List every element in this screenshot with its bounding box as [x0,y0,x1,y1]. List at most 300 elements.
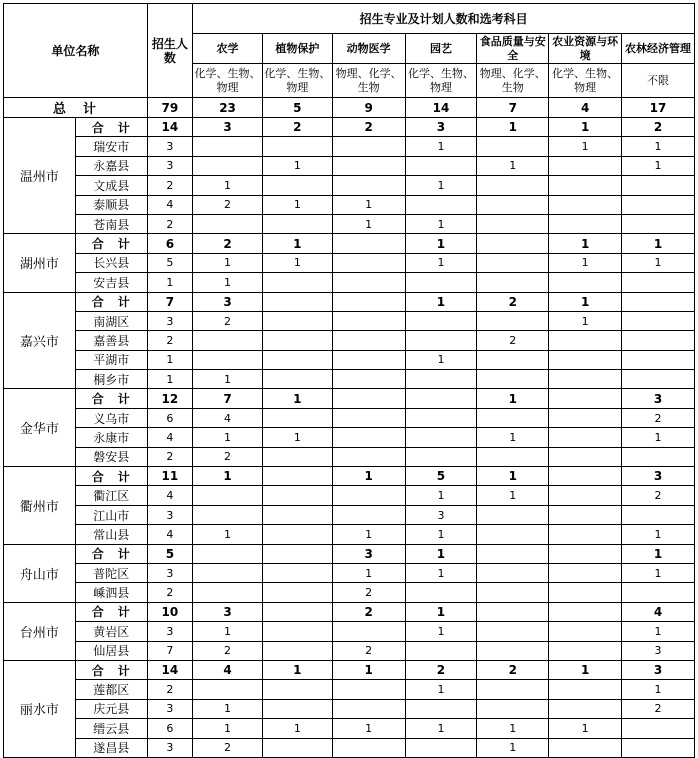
subtotal-label: 合 计 [75,389,147,408]
city-name: 湖州市 [4,234,76,292]
count-cell: 1 [405,176,477,195]
count-cell [549,156,622,175]
count-cell: 1 [193,273,263,292]
subtotal-cell: 5 [405,467,477,486]
county-name: 平湖市 [75,350,147,369]
count-cell [405,195,477,214]
count-cell: 2 [193,195,263,214]
county-row [4,137,695,156]
count-cell: 1 [193,719,263,738]
subtotal-label: 合 计 [75,544,147,563]
county-name: 安吉县 [75,273,147,292]
city-name: 嘉兴市 [4,292,76,389]
count-cell: 4 [147,525,193,544]
count-cell: 1 [549,719,622,738]
count-cell: 3 [147,622,193,641]
count-cell: 6 [147,719,193,738]
county-name: 衢江区 [75,486,147,505]
count-cell: 2 [622,699,695,718]
count-cell: 1 [262,719,332,738]
count-cell [622,447,695,466]
county-row [4,699,695,718]
count-cell: 3 [147,156,193,175]
subtotal-cell: 4 [193,660,263,679]
subtotal-label: 合 计 [75,118,147,137]
count-cell: 1 [193,525,263,544]
county-row [4,447,695,466]
count-cell [549,176,622,195]
county-name: 江山市 [75,505,147,524]
count-cell [262,738,332,757]
count-cell [405,408,477,427]
county-name: 莲都区 [75,680,147,699]
count-cell [477,699,549,718]
count-cell [332,699,405,718]
county-row [4,505,695,524]
count-cell [477,622,549,641]
count-cell [193,583,263,602]
subtotal-cell: 1 [549,118,622,137]
subtotal-cell: 5 [147,544,193,563]
count-cell: 2 [147,176,193,195]
county-row [4,176,695,195]
count-cell [262,680,332,699]
count-cell [405,273,477,292]
count-cell [477,563,549,582]
county-name: 嵊泗县 [75,583,147,602]
count-cell [405,311,477,330]
count-cell [477,505,549,524]
major-subjects: 不限 [622,64,695,98]
count-cell: 1 [477,719,549,738]
count-cell [549,273,622,292]
count-cell [193,563,263,582]
count-cell: 1 [405,486,477,505]
count-cell [622,719,695,738]
subtotal-cell: 3 [622,660,695,679]
count-cell [262,214,332,233]
count-cell [262,699,332,718]
count-cell: 6 [147,408,193,427]
count-cell [332,253,405,272]
major-name: 园艺 [405,34,477,64]
count-cell [332,622,405,641]
count-cell [262,311,332,330]
count-cell [332,680,405,699]
count-cell [622,738,695,757]
majors-title: 招生专业及计划人数和选考科目 [193,4,695,34]
count-cell: 2 [147,447,193,466]
county-name: 苍南县 [75,214,147,233]
count-cell: 1 [405,350,477,369]
subtotal-cell [549,602,622,621]
count-cell [549,350,622,369]
county-name: 泰顺县 [75,195,147,214]
count-cell [622,370,695,389]
count-cell [622,583,695,602]
count-cell [622,273,695,292]
count-cell [262,563,332,582]
subtotal-cell: 1 [405,292,477,311]
count-cell [262,137,332,156]
county-name: 文成县 [75,176,147,195]
count-cell [262,525,332,544]
count-cell: 1 [405,214,477,233]
count-cell [549,622,622,641]
count-cell: 3 [147,137,193,156]
count-cell [477,137,549,156]
count-cell: 1 [477,738,549,757]
subtotal-cell [549,389,622,408]
count-cell: 1 [147,350,193,369]
count-cell [477,370,549,389]
county-name: 常山县 [75,525,147,544]
count-cell [332,156,405,175]
major-subjects: 化学、生物、物理 [193,64,263,98]
subtotal-cell: 2 [477,292,549,311]
subtotal-cell: 1 [332,660,405,679]
count-cell [477,583,549,602]
count-cell: 1 [147,370,193,389]
count-cell [262,622,332,641]
subtotal-cell: 2 [332,602,405,621]
county-name: 遂昌县 [75,738,147,757]
count-cell: 2 [622,408,695,427]
count-cell [262,505,332,524]
count-cell: 1 [262,195,332,214]
count-cell [193,505,263,524]
subtotal-cell: 2 [405,660,477,679]
count-cell [332,447,405,466]
county-row [4,563,695,582]
count-cell: 1 [622,622,695,641]
city-name: 温州市 [4,118,76,234]
count-cell: 1 [477,156,549,175]
subtotal-cell: 12 [147,389,193,408]
county-row [4,428,695,447]
subtotal-cell: 1 [477,389,549,408]
subtotal-cell: 1 [405,602,477,621]
city-name: 舟山市 [4,544,76,602]
subtotal-cell [477,544,549,563]
count-cell: 2 [332,641,405,660]
subtotal-cell [477,234,549,253]
count-cell [332,408,405,427]
count-cell [193,350,263,369]
subtotal-cell: 1 [262,389,332,408]
subtotal-cell: 4 [622,602,695,621]
major-subjects: 化学、生物、物理 [405,64,477,98]
subtotal-cell: 7 [147,292,193,311]
subtotal-cell [262,292,332,311]
county-name: 磐安县 [75,447,147,466]
count-cell: 1 [262,156,332,175]
count-cell [549,428,622,447]
count-cell: 5 [147,253,193,272]
count-cell [622,331,695,350]
county-name: 永嘉县 [75,156,147,175]
count-cell: 1 [549,311,622,330]
grand-total-label: 总 计 [4,98,148,118]
county-name: 嘉善县 [75,331,147,350]
count-cell: 2 [622,486,695,505]
county-row [4,408,695,427]
county-row [4,253,695,272]
count-cell [477,176,549,195]
count-cell: 1 [193,622,263,641]
count-cell [477,350,549,369]
county-row [4,331,695,350]
count-cell: 2 [193,641,263,660]
count-cell: 1 [622,156,695,175]
count-cell: 4 [147,195,193,214]
count-cell: 1 [193,428,263,447]
major-name: 植物保护 [262,34,332,64]
subtotal-cell: 1 [549,292,622,311]
count-cell [262,486,332,505]
count-cell [193,156,263,175]
count-cell [332,273,405,292]
major-subjects: 化学、生物、物理 [262,64,332,98]
subtotal-cell [549,467,622,486]
subtotal-cell: 1 [622,234,695,253]
subtotal-cell: 1 [405,544,477,563]
count-cell [262,583,332,602]
count-cell [262,273,332,292]
county-row [4,156,695,175]
count-cell [622,505,695,524]
count-cell [193,680,263,699]
grand-total-cell: 4 [549,98,622,118]
county-row [4,311,695,330]
count-cell: 2 [332,583,405,602]
count-cell: 1 [477,486,549,505]
county-row [4,583,695,602]
count-cell [405,428,477,447]
count-cell: 1 [332,719,405,738]
count-cell [622,350,695,369]
count-cell [332,176,405,195]
city-subtotal-row [4,234,695,253]
major-subjects: 物理、化学、生物 [332,64,405,98]
count-cell: 1 [622,253,695,272]
subtotal-cell [622,292,695,311]
count-cell [405,738,477,757]
count-cell [549,680,622,699]
county-name: 普陀区 [75,563,147,582]
table-body [4,98,695,758]
count-cell [622,311,695,330]
count-cell [193,486,263,505]
count-cell: 7 [147,641,193,660]
subtotal-label: 合 计 [75,602,147,621]
county-name: 南湖区 [75,311,147,330]
count-cell: 1 [332,214,405,233]
city-subtotal-row [4,544,695,563]
count-cell [262,370,332,389]
count-cell: 4 [147,428,193,447]
count-cell [477,447,549,466]
count-cell: 1 [622,525,695,544]
major-subjects: 物理、化学、生物 [477,64,549,98]
count-cell [262,408,332,427]
major-name: 农学 [193,34,263,64]
count-cell: 2 [147,680,193,699]
count-cell [405,370,477,389]
count-cell: 2 [147,214,193,233]
subtotal-cell: 11 [147,467,193,486]
city-name: 丽水市 [4,660,76,757]
subtotal-cell [405,389,477,408]
count-cell [477,525,549,544]
unit-name-header: 单位名称 [4,4,148,98]
count-cell [332,486,405,505]
grand-total-cell: 7 [477,98,549,118]
city-subtotal-row [4,602,695,621]
county-name: 庆元县 [75,699,147,718]
count-cell: 1 [405,525,477,544]
count-cell [405,156,477,175]
county-row [4,273,695,292]
count-cell [262,350,332,369]
grand-total-cell: 23 [193,98,263,118]
count-cell [477,253,549,272]
count-cell: 3 [147,505,193,524]
major-name: 食品质量与安全 [477,34,549,64]
count-cell [262,447,332,466]
county-name: 长兴县 [75,253,147,272]
subtotal-cell: 1 [193,467,263,486]
count-cell [262,641,332,660]
count-cell: 1 [405,563,477,582]
subtotal-label: 合 计 [75,234,147,253]
count-cell: 1 [622,428,695,447]
subtotal-cell: 14 [147,660,193,679]
count-cell [622,214,695,233]
count-cell: 1 [549,137,622,156]
count-cell [549,195,622,214]
grand-total-cell: 9 [332,98,405,118]
count-cell [549,738,622,757]
count-cell: 1 [193,699,263,718]
count-cell [549,408,622,427]
subtotal-cell: 2 [477,660,549,679]
count-cell: 1 [405,137,477,156]
count-cell [549,486,622,505]
count-cell: 1 [477,428,549,447]
count-cell [549,641,622,660]
county-name: 缙云县 [75,719,147,738]
enroll-total-header: 招生人数 [147,4,193,98]
count-cell [622,176,695,195]
county-row [4,214,695,233]
county-row [4,370,695,389]
county-row [4,680,695,699]
count-cell: 2 [193,738,263,757]
subtotal-cell: 2 [332,118,405,137]
count-cell: 3 [147,563,193,582]
county-name: 桐乡市 [75,370,147,389]
count-cell [332,331,405,350]
subtotal-cell: 6 [147,234,193,253]
major-name: 动物医学 [332,34,405,64]
count-cell [477,195,549,214]
count-cell: 3 [147,699,193,718]
city-subtotal-row [4,292,695,311]
county-name: 永康市 [75,428,147,447]
subtotal-cell [193,544,263,563]
count-cell [332,738,405,757]
city-name: 金华市 [4,389,76,467]
count-cell: 1 [332,563,405,582]
count-cell: 1 [332,195,405,214]
count-cell [405,583,477,602]
major-name: 农林经济管理 [622,34,695,64]
subtotal-cell: 1 [622,544,695,563]
subtotal-cell: 1 [477,118,549,137]
city-subtotal-row [4,467,695,486]
count-cell [549,505,622,524]
count-cell: 1 [622,137,695,156]
count-cell [332,311,405,330]
grand-total-cell: 14 [405,98,477,118]
count-cell [193,137,263,156]
count-cell: 2 [193,447,263,466]
count-cell [405,447,477,466]
count-cell: 1 [262,253,332,272]
subtotal-cell [477,602,549,621]
count-cell: 1 [549,253,622,272]
count-cell: 2 [147,331,193,350]
county-name: 义乌市 [75,408,147,427]
county-row [4,195,695,214]
subtotal-label: 合 计 [75,292,147,311]
count-cell: 3 [147,738,193,757]
subtotal-cell: 14 [147,118,193,137]
count-cell [332,370,405,389]
count-cell [332,350,405,369]
count-cell [549,331,622,350]
count-cell: 3 [147,311,193,330]
count-cell [262,331,332,350]
count-cell [405,331,477,350]
count-cell: 3 [622,641,695,660]
subtotal-cell: 1 [549,660,622,679]
count-cell [332,428,405,447]
subtotal-cell [332,389,405,408]
subtotal-cell: 3 [405,118,477,137]
count-cell [549,214,622,233]
subtotal-cell: 2 [193,234,263,253]
count-cell [549,525,622,544]
subtotal-cell: 3 [332,544,405,563]
major-name: 农业资源与环境 [549,34,622,64]
count-cell [549,563,622,582]
subtotal-label: 合 计 [75,467,147,486]
city-subtotal-row [4,389,695,408]
subtotal-cell: 10 [147,602,193,621]
count-cell: 4 [193,408,263,427]
county-name: 黄岩区 [75,622,147,641]
count-cell: 1 [405,253,477,272]
subtotal-cell [549,544,622,563]
county-row [4,738,695,757]
count-cell: 1 [405,622,477,641]
count-cell: 4 [147,486,193,505]
count-cell: 1 [193,253,263,272]
count-cell: 1 [193,370,263,389]
count-cell: 1 [405,680,477,699]
